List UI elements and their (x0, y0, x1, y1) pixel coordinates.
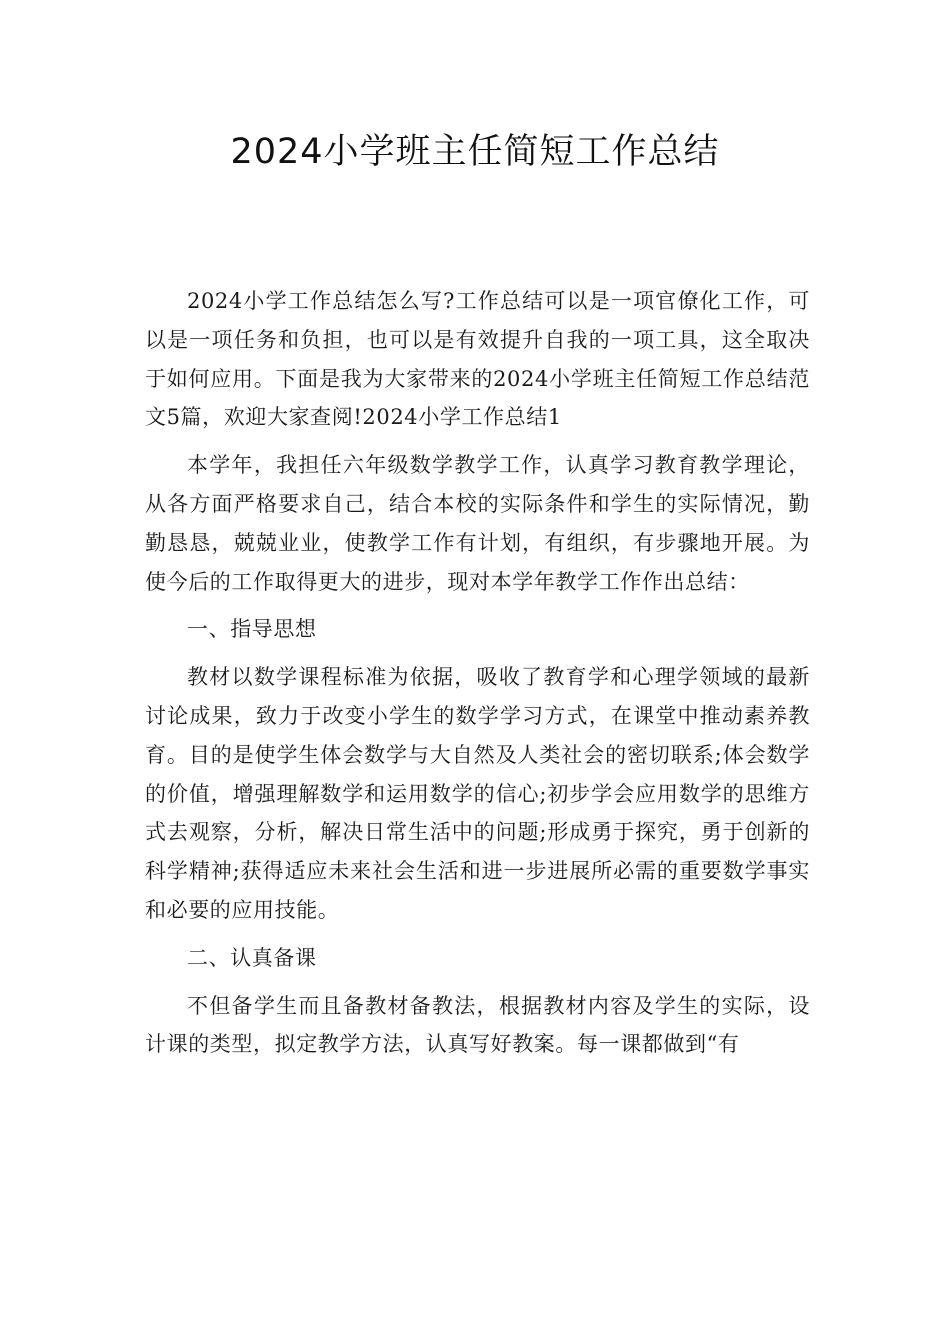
paragraph-lesson-prep: 不但备学生而且备教材备教法，根据教材内容及学生的实际，设计课的类型，拟定教学方法，认真写好教案。每一课都做到“有 (145, 993, 810, 1057)
paragraph-guiding-thought: 教材以数学课程标准为依据，吸收了教育学和心理学领域的最新讨论成果，致力于改变小学生的数学学习方式，在课堂中推动素养教育。目的是使学生体会数学与大自然及人类社会的密切联系;体会数学的价值，增强理解数学和运用数学的信心;初步学会应用数学的思维方式去观察，分析，解决日常生活中的问题;形成勇于探究，勇于创新的科学精神;获得适应未来社会生活和进一步进展所必需的重要数学事实和必要的应用技能。 (145, 665, 810, 922)
document-body (145, 282, 810, 1073)
section-heading-lesson-prep: 二、认真备课 (187, 945, 317, 970)
paragraph-intro: 2024小学工作总结怎么写?工作总结可以是一项官僚化工作，可以是一项任务和负担，也可以是有效提升自我的一项工具，这全取决于如何应用。下面是我为大家带来的2024小学班主任简短工作总结范文5篇，欢迎大家查阅!2024小学工作总结1 (145, 289, 810, 430)
paragraph-overview: 本学年，我担任六年级数学教学工作，认真学习教育教学理论，从各方面严格要求自己，结合本校的实际条件和学生的实际情况，勤勤恳恳，兢兢业业，使教学工作有计划，有组织，有步骤地开展。为使今后的工作取得更大的进步，现对本学年教学工作作出总结： (145, 453, 810, 594)
page-title: 2024小学班主任简短工作总结 (230, 132, 720, 172)
section-heading-guiding-thought: 一、指导思想 (187, 617, 317, 642)
